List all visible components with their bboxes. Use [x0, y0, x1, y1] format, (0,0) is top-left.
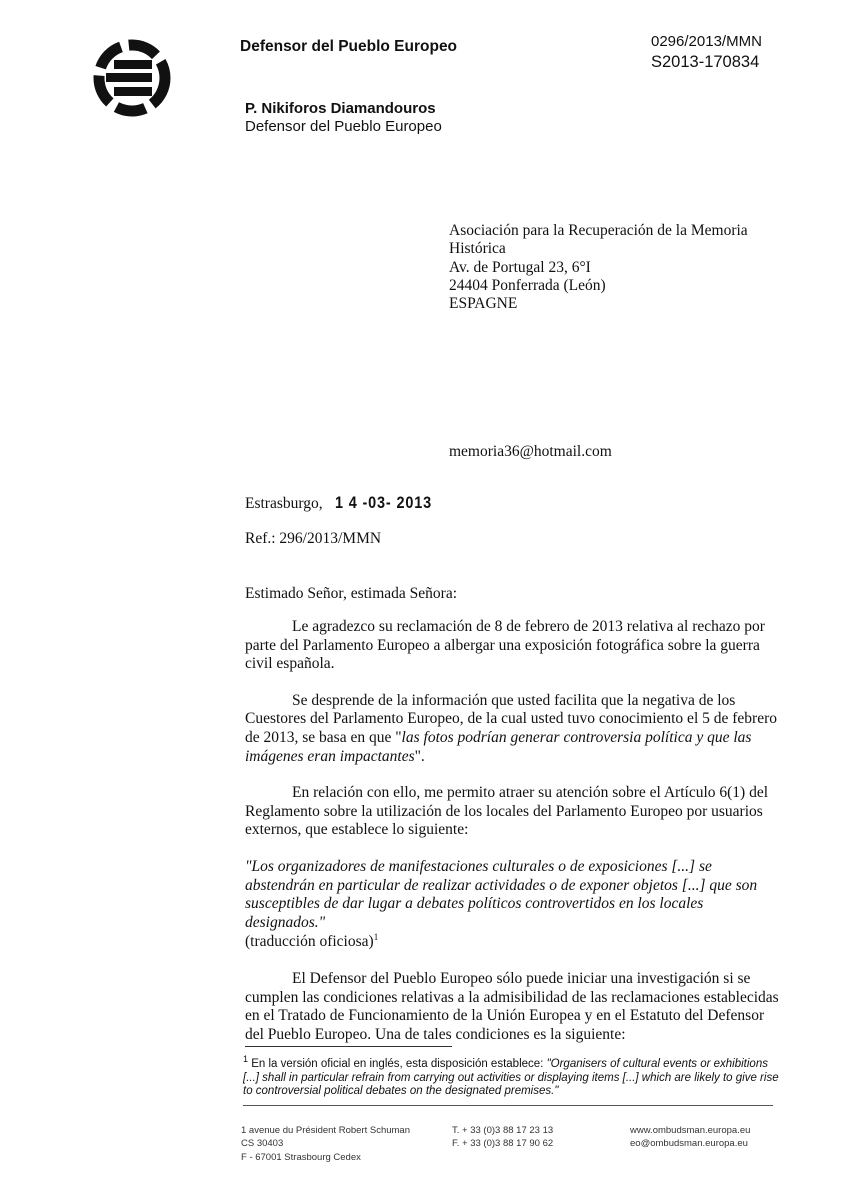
footer-address: [241, 1124, 410, 1164]
footnote-divider: [245, 1046, 452, 1047]
footer-line: CS 30403: [241, 1138, 284, 1150]
translation-note: (traducción oficiosa): [245, 933, 374, 951]
footer-line: 1 avenue du Président Robert Schuman: [241, 1125, 410, 1136]
ref-code-2: S2013-170834: [651, 52, 760, 71]
salutation: Estimado Señor, estimada Señora:: [245, 585, 458, 602]
footer-line: F - 67001 Strasbourg Cedex: [241, 1151, 361, 1163]
address-line: Asociación para la Recuperación de la Memoria: [449, 222, 748, 239]
footnote-number: 1: [243, 1054, 249, 1064]
sender-block: [245, 100, 442, 136]
address-line: ESPAGNE: [449, 295, 518, 313]
footer-divider: [243, 1105, 773, 1106]
ombudsman-logo: [92, 38, 172, 118]
paragraph-4: El Defensor del Pueblo Europeo sólo puede iniciar una investigación si se cumplen las condiciones relativas a la admisibilidad de las reclamaciones establecidas en el Tratado de Funcionamiento de la Unión Europea y en el Estatuto del Defensor del Pueblo Europeo. Una de tales condiciones es la siguiente:: [245, 970, 779, 1043]
recipient-email: memoria36@hotmail.com: [449, 443, 612, 460]
sender-title: Defensor del Pueblo Europeo: [245, 118, 442, 135]
footnote-ref: 1: [373, 932, 379, 943]
p2-text-c: ".: [414, 747, 425, 765]
paragraph-2: [245, 692, 785, 766]
address-line: Av. de Portugal 23, 6°I: [449, 258, 591, 276]
regulation-quote: "Los organizadores de manifestaciones culturales o de exposiciones [...] se abstendrán en particular de realizar actividades o de exponer objetos [...] que son susceptibles de dar lugar a debates políticos controvertidos en los locales designados.": [245, 857, 758, 931]
reference-line: Ref.: 296/2013/MMN: [245, 530, 382, 547]
footer-web: [630, 1124, 750, 1151]
p2-quoted-text: las fotos podrían generar controversia política y que las imágenes eran impactantes: [245, 728, 752, 765]
footer-website[interactable]: www.ombudsman.europa.eu: [630, 1125, 751, 1136]
quoted-regulation: [245, 858, 785, 952]
paragraph-1: Le agradezco su reclamación de 8 de febrero de 2013 relativa al rechazo por parte del Parlamento Europeo a albergar una exposición fotográfica sobre la guerra civil española.: [245, 618, 765, 673]
footnote-quote: "Organisers of cultural events or exhibitions [...] shall in particular refrain from carrying out activities or displaying items [...] which are likely to give rise to controversial political debates on the designated premises.": [243, 1057, 779, 1098]
footer-email[interactable]: eo@ombudsman.europa.eu: [630, 1138, 748, 1150]
footer-phone: [452, 1124, 553, 1151]
letter-body: [245, 618, 785, 1062]
reference-codes: [651, 33, 762, 72]
ref-code: 0296/2013/MMN: [651, 33, 762, 50]
address-line: Histórica: [449, 240, 506, 258]
date-line: [245, 493, 449, 513]
footer-line: F. + 33 (0)3 88 17 90 62: [452, 1138, 554, 1150]
footnote: [243, 1054, 783, 1099]
date-stamp: 1 4 -03- 2013: [334, 493, 432, 512]
footer-line: T. + 33 (0)3 88 17 23 13: [452, 1125, 554, 1136]
address-line: 24404 Ponferrada (León): [449, 276, 606, 294]
footnote-intro: En la versión oficial en inglés, esta disposición establece:: [251, 1057, 547, 1070]
org-name: Defensor del Pueblo Europeo: [240, 38, 458, 55]
paragraph-3: En relación con ello, me permito atraer su atención sobre el Artículo 6(1) del Reglamento sobre la utilización de los locales del Parlamento Europeo por usuarios externos, que establece lo siguiente:: [245, 784, 769, 839]
sender-name: P. Nikiforos Diamandouros: [245, 100, 436, 117]
date-place: Estrasburgo,: [245, 495, 323, 512]
p2-text-a: Se desprende de la información que usted facilita que la negativa de los Cuestores del Parlamento Europeo, de la cual usted tuvo conocimiento el 5 de febrero de 2013, se basa en que ": [245, 691, 777, 746]
recipient-address: [449, 222, 789, 313]
